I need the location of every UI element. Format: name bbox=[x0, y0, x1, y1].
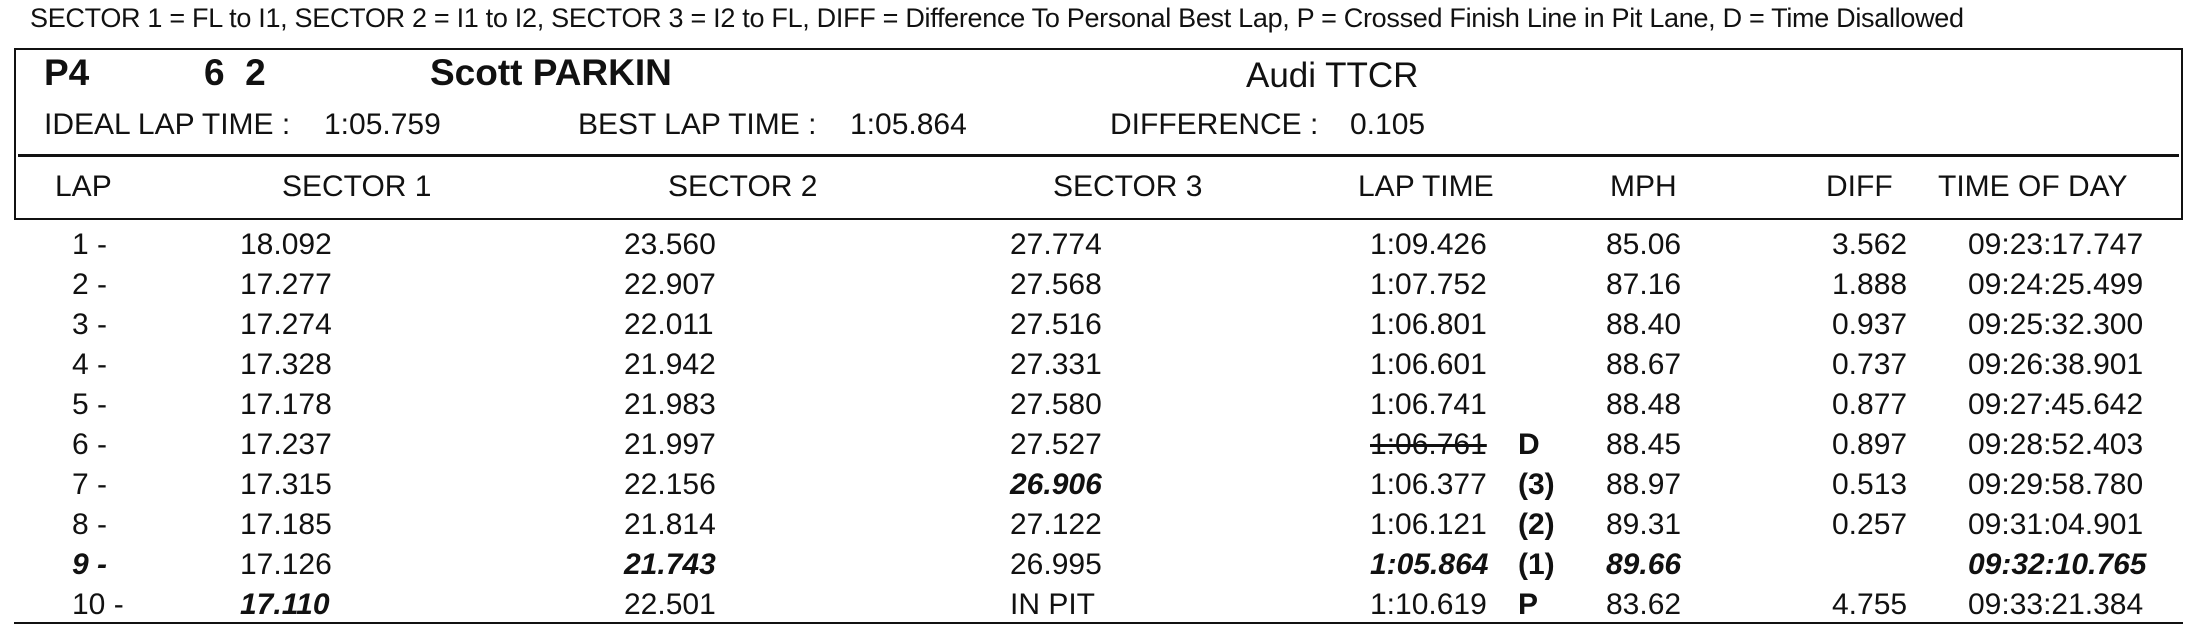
table-row bbox=[0, 428, 2193, 468]
sector2-time: 21.942 bbox=[624, 348, 716, 381]
mph: 83.62 bbox=[1606, 588, 1682, 621]
lap-number: 4 - bbox=[72, 348, 108, 381]
sector1-time: 17.237 bbox=[240, 428, 332, 461]
sector1-time: 17.328 bbox=[240, 348, 332, 381]
mph: 88.48 bbox=[1606, 388, 1682, 421]
lap-time: 1:06.801 bbox=[1370, 308, 1487, 341]
driver-position: P4 bbox=[44, 52, 90, 93]
best-lap-time: 1:05.864 bbox=[1370, 548, 1489, 581]
sector3-time: 27.527 bbox=[1010, 428, 1102, 461]
lap-number: 7 - bbox=[72, 468, 108, 501]
lap-number: 1 - bbox=[72, 228, 108, 261]
sector3-time: 27.331 bbox=[1010, 348, 1102, 381]
sector1-time: 17.126 bbox=[240, 548, 332, 581]
lap-rank: (3) bbox=[1518, 468, 1555, 501]
sector3-time: 27.568 bbox=[1010, 268, 1102, 301]
lap-number: 6 - bbox=[72, 428, 108, 461]
diff: 0.257 bbox=[1832, 508, 1908, 541]
col-header-sector3: SECTOR 3 bbox=[1053, 170, 1203, 203]
table-bottom-rule bbox=[14, 622, 2183, 624]
lap-time: 1:06.377 bbox=[1370, 468, 1487, 501]
sector3-time: 27.122 bbox=[1010, 508, 1102, 541]
lap-time: 1:06.121 bbox=[1370, 508, 1487, 541]
sector2-time: 22.011 bbox=[624, 308, 714, 341]
mph: 88.97 bbox=[1606, 468, 1682, 501]
lap-time: 1:06.601 bbox=[1370, 348, 1487, 381]
diff: 0.897 bbox=[1832, 428, 1908, 461]
sector2-time: 21.983 bbox=[624, 388, 716, 421]
difference-label: DIFFERENCE : bbox=[1110, 108, 1319, 141]
time-of-day: 09:28:52.403 bbox=[1968, 428, 2144, 461]
table-row bbox=[0, 268, 2193, 308]
time-of-day: 09:27:45.642 bbox=[1968, 388, 2144, 421]
driver-number: 6 2 bbox=[204, 52, 266, 93]
lap-time: 1:09.426 bbox=[1370, 228, 1487, 261]
mph: 88.45 bbox=[1606, 428, 1682, 461]
diff: 1.888 bbox=[1832, 268, 1908, 301]
sector2-time: 22.501 bbox=[624, 588, 716, 621]
lap-number: 10 - bbox=[72, 588, 124, 621]
sector3-time: 27.580 bbox=[1010, 388, 1102, 421]
diff: 0.937 bbox=[1832, 308, 1908, 341]
table-row-best-lap bbox=[0, 548, 2193, 588]
best-lap-value: 1:05.864 bbox=[850, 108, 967, 141]
sector2-time: 21.997 bbox=[624, 428, 716, 461]
difference-value: 0.105 bbox=[1350, 108, 1426, 141]
legend-text: SECTOR 1 = FL to I1, SECTOR 2 = I1 to I2, SECTOR 3 = I2 to FL, DIFF = Difference To Personal Best Lap, P = Crossed Finish Line in Pit Lane, D = Time Disallowed bbox=[30, 3, 1964, 33]
time-of-day: 09:29:58.780 bbox=[1968, 468, 2144, 501]
sector2-best-time: 21.743 bbox=[624, 548, 716, 581]
table-row bbox=[0, 468, 2193, 508]
diff: 0.877 bbox=[1832, 388, 1908, 421]
sector3-best-time: 26.906 bbox=[1010, 468, 1102, 501]
lap-time-disallowed: 1:06.761 bbox=[1370, 428, 1487, 461]
table-row bbox=[0, 508, 2193, 548]
col-header-diff: DIFF bbox=[1826, 170, 1893, 203]
diff: 0.513 bbox=[1832, 468, 1908, 501]
table-row bbox=[0, 348, 2193, 388]
sector1-time: 18.092 bbox=[240, 228, 332, 261]
diff: 3.562 bbox=[1832, 228, 1908, 261]
sector1-time: 17.185 bbox=[240, 508, 332, 541]
sector3-in-pit: IN PIT bbox=[1010, 588, 1096, 621]
mph: 87.16 bbox=[1606, 268, 1682, 301]
col-header-sector2: SECTOR 2 bbox=[668, 170, 818, 203]
lap-time: 1:10.619 bbox=[1370, 588, 1487, 621]
ideal-lap-label: IDEAL LAP TIME : bbox=[44, 108, 291, 141]
mph: 88.40 bbox=[1606, 308, 1682, 341]
lap-flag: D bbox=[1518, 428, 1540, 461]
sector2-time: 22.156 bbox=[624, 468, 716, 501]
col-header-sector1: SECTOR 1 bbox=[282, 170, 432, 203]
time-of-day: 09:31:04.901 bbox=[1968, 508, 2144, 541]
lap-rank: (2) bbox=[1518, 508, 1555, 541]
lap-number: 8 - bbox=[72, 508, 108, 541]
lap-number: 9 - bbox=[72, 548, 108, 581]
table-row bbox=[0, 308, 2193, 348]
sector3-time: 27.516 bbox=[1010, 308, 1102, 341]
sector2-time: 21.814 bbox=[624, 508, 716, 541]
lap-time: 1:07.752 bbox=[1370, 268, 1487, 301]
table-row bbox=[0, 228, 2193, 268]
pit-flag: P bbox=[1518, 588, 1539, 621]
mph: 89.31 bbox=[1606, 508, 1682, 541]
mph: 88.67 bbox=[1606, 348, 1682, 381]
time-of-day: 09:25:32.300 bbox=[1968, 308, 2144, 341]
lap-rank: (1) bbox=[1518, 548, 1555, 581]
sector1-time: 17.274 bbox=[240, 308, 332, 341]
sector3-time: 26.995 bbox=[1010, 548, 1102, 581]
sector3-time: 27.774 bbox=[1010, 228, 1102, 261]
best-mph: 89.66 bbox=[1606, 548, 1682, 581]
driver-name: Scott PARKIN bbox=[430, 52, 672, 93]
sector1-best-time: 17.110 bbox=[240, 588, 330, 621]
col-header-time-of-day: TIME OF DAY bbox=[1938, 170, 2128, 203]
diff: 4.755 bbox=[1832, 588, 1908, 621]
ideal-lap-value: 1:05.759 bbox=[324, 108, 441, 141]
lap-time: 1:06.741 bbox=[1370, 388, 1487, 421]
sector1-time: 17.277 bbox=[240, 268, 332, 301]
sector2-time: 22.907 bbox=[624, 268, 716, 301]
col-header-lap: LAP bbox=[55, 170, 112, 203]
col-header-mph: MPH bbox=[1610, 170, 1677, 203]
table-row bbox=[0, 388, 2193, 428]
car-model: Audi TTCR bbox=[1246, 56, 1419, 95]
col-header-lap-time: LAP TIME bbox=[1358, 170, 1494, 203]
time-of-day: 09:32:10.765 bbox=[1968, 548, 2147, 581]
lap-number: 3 - bbox=[72, 308, 108, 341]
time-of-day: 09:33:21.384 bbox=[1968, 588, 2144, 621]
sector1-time: 17.315 bbox=[240, 468, 332, 501]
lap-number: 2 - bbox=[72, 268, 108, 301]
time-of-day: 09:24:25.499 bbox=[1968, 268, 2144, 301]
time-of-day: 09:26:38.901 bbox=[1968, 348, 2144, 381]
sector2-time: 23.560 bbox=[624, 228, 716, 261]
sector1-time: 17.178 bbox=[240, 388, 332, 421]
time-of-day: 09:23:17.747 bbox=[1968, 228, 2144, 261]
mph: 85.06 bbox=[1606, 228, 1682, 261]
best-lap-label: BEST LAP TIME : bbox=[578, 108, 817, 141]
lap-number: 5 - bbox=[72, 388, 108, 421]
diff: 0.737 bbox=[1832, 348, 1908, 381]
